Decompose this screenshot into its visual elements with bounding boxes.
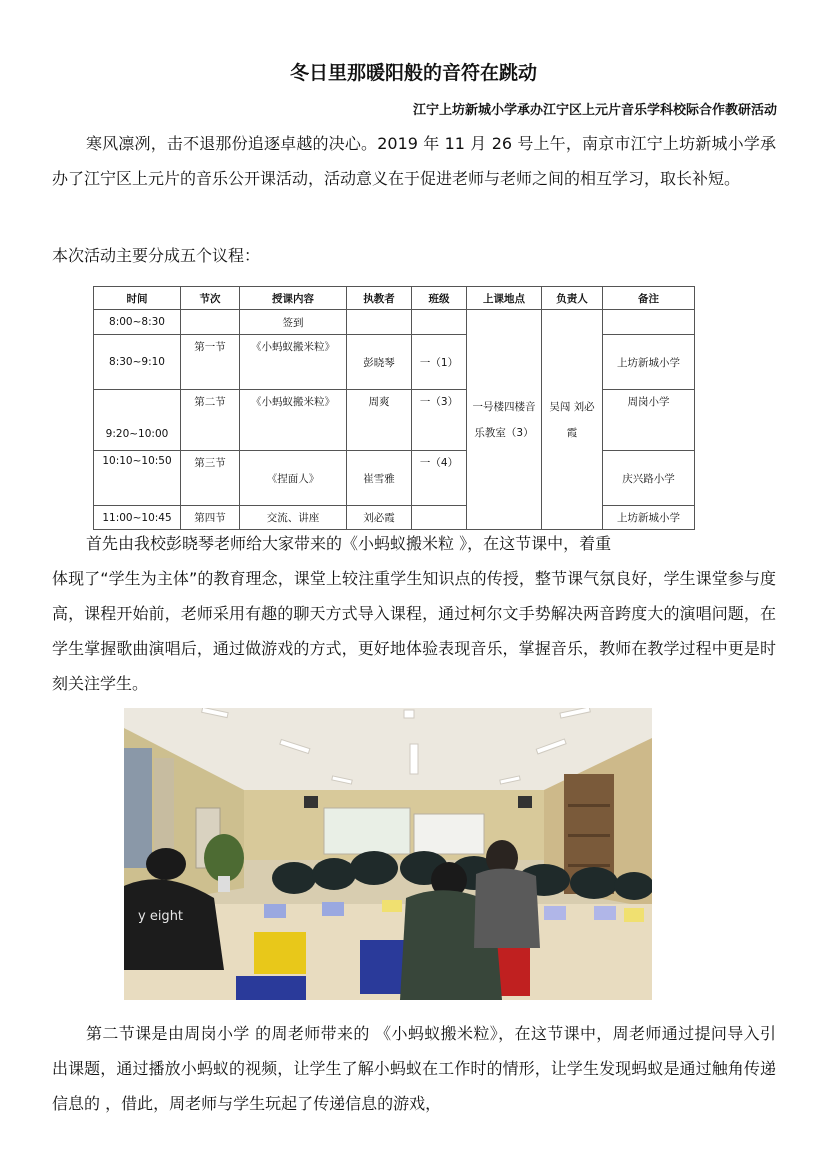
note-cell bbox=[603, 310, 695, 335]
content-cell: 《捏面人》 bbox=[240, 451, 347, 506]
intro-paragraph: 寒风凛冽，击不退那份追逐卓越的决心。2019 年 11 月 26 号上午，南京市江宁上坊新城小学承办了江宁区上元片的音乐公开课活动，活动意义在于促进老师与老师之间的相互学习，取长补短。 bbox=[52, 134, 776, 188]
table-header-row bbox=[94, 287, 695, 310]
content-cell: 交流、讲座 bbox=[240, 506, 347, 530]
time-cell: 8:30~9:10 bbox=[94, 335, 181, 390]
header-cell: 班级 bbox=[412, 287, 467, 310]
second-lesson-paragraph: 第二节课是由周岗小学 的周老师带来的 《小蚂蚁搬米粒》，在这节课中，周老师通过提问导入引出课题，通过播放小蚂蚁的视频，让学生了解小蚂蚁在工作时的情形，让学生发现蚂蚁是通过触角传递信息的 ，借此，周老师与学生玩起了传递信息的游戏， bbox=[52, 1024, 776, 1113]
header-cell: 时间 bbox=[94, 287, 181, 310]
teacher-cell: 彭晓琴 bbox=[347, 335, 412, 390]
header-cell: 节次 bbox=[181, 287, 240, 310]
content-cell: 签到 bbox=[240, 310, 347, 335]
header-cell: 上课地点 bbox=[467, 287, 542, 310]
class-cell bbox=[412, 310, 467, 335]
time-cell: 8:00~8:30 bbox=[94, 310, 181, 335]
classroom-photo-drawing bbox=[124, 708, 652, 1000]
content-cell: 《小蚂蚁搬米粒》 bbox=[240, 390, 347, 451]
time-cell: 11:00~10:45 bbox=[94, 506, 181, 530]
header-cell: 负责人 bbox=[542, 287, 603, 310]
period-cell bbox=[181, 310, 240, 335]
time-cell: 9:20~10:00 bbox=[94, 390, 181, 451]
class-cell: 一（3） bbox=[412, 390, 467, 451]
period-cell: 第四节 bbox=[181, 506, 240, 530]
page-subtitle: 江宁上坊新城小学承办江宁区上元片音乐学科校际合作教研活动 bbox=[412, 103, 777, 118]
note-cell: 周岗小学 bbox=[603, 390, 695, 451]
teacher-cell: 刘必霞 bbox=[347, 506, 412, 530]
responsible-cell bbox=[542, 310, 603, 530]
note-cell: 上坊新城小学 bbox=[603, 506, 695, 530]
header-cell: 执教者 bbox=[347, 287, 412, 310]
period-cell: 第二节 bbox=[181, 390, 240, 451]
class-cell: 一（4） bbox=[412, 451, 467, 506]
classroom-photo bbox=[124, 708, 652, 1000]
table-row bbox=[94, 335, 695, 390]
header-cell: 授课内容 bbox=[240, 287, 347, 310]
first-lesson-paragraph bbox=[52, 526, 776, 701]
responsible-text: 吴闯 刘必霞 bbox=[549, 400, 595, 439]
schedule-table bbox=[93, 286, 695, 530]
shirt-text: y eight bbox=[138, 909, 184, 924]
location-text: 一号楼四楼音乐教室（3） bbox=[472, 400, 536, 439]
agenda-lead: 本次活动主要分成五个议程： bbox=[52, 246, 261, 265]
note-cell: 上坊新城小学 bbox=[603, 335, 695, 390]
table-row bbox=[94, 451, 695, 506]
table-row bbox=[94, 310, 695, 335]
note-cell: 庆兴路小学 bbox=[603, 451, 695, 506]
table-row bbox=[94, 390, 695, 451]
first-lesson-body: 体现了“学生为主体”的教育理念，课堂上较注重学生知识点的传授，整节课气氛良好，学生课堂参与度高，课程开始前，老师采用有趣的聊天方式导入课程，通过柯尔文手势解决两音跨度大的演唱问题，在学生掌握歌曲演唱后，通过做游戏的方式，更好地体验表现音乐，掌握音乐，教师在教学过程中更是时刻关注学生。 bbox=[52, 569, 776, 693]
teacher-cell: 崔雪雅 bbox=[347, 451, 412, 506]
teacher-cell: 周爽 bbox=[347, 390, 412, 451]
page-title: 冬日里那暖阳般的音符在跳动 bbox=[289, 62, 537, 84]
teacher-cell bbox=[347, 310, 412, 335]
content-cell: 《小蚂蚁搬米粒》 bbox=[240, 335, 347, 390]
period-cell: 第一节 bbox=[181, 335, 240, 390]
header-cell: 备注 bbox=[603, 287, 695, 310]
time-cell: 10:10~10:50 bbox=[94, 451, 181, 506]
period-cell: 第三节 bbox=[181, 451, 240, 506]
first-lesson-line: 首先由我校彭晓琴老师给大家带来的《小蚂蚁搬米粒 》，在这节课中，着重 bbox=[86, 534, 612, 553]
class-cell: 一（1） bbox=[412, 335, 467, 390]
location-cell bbox=[467, 310, 542, 530]
